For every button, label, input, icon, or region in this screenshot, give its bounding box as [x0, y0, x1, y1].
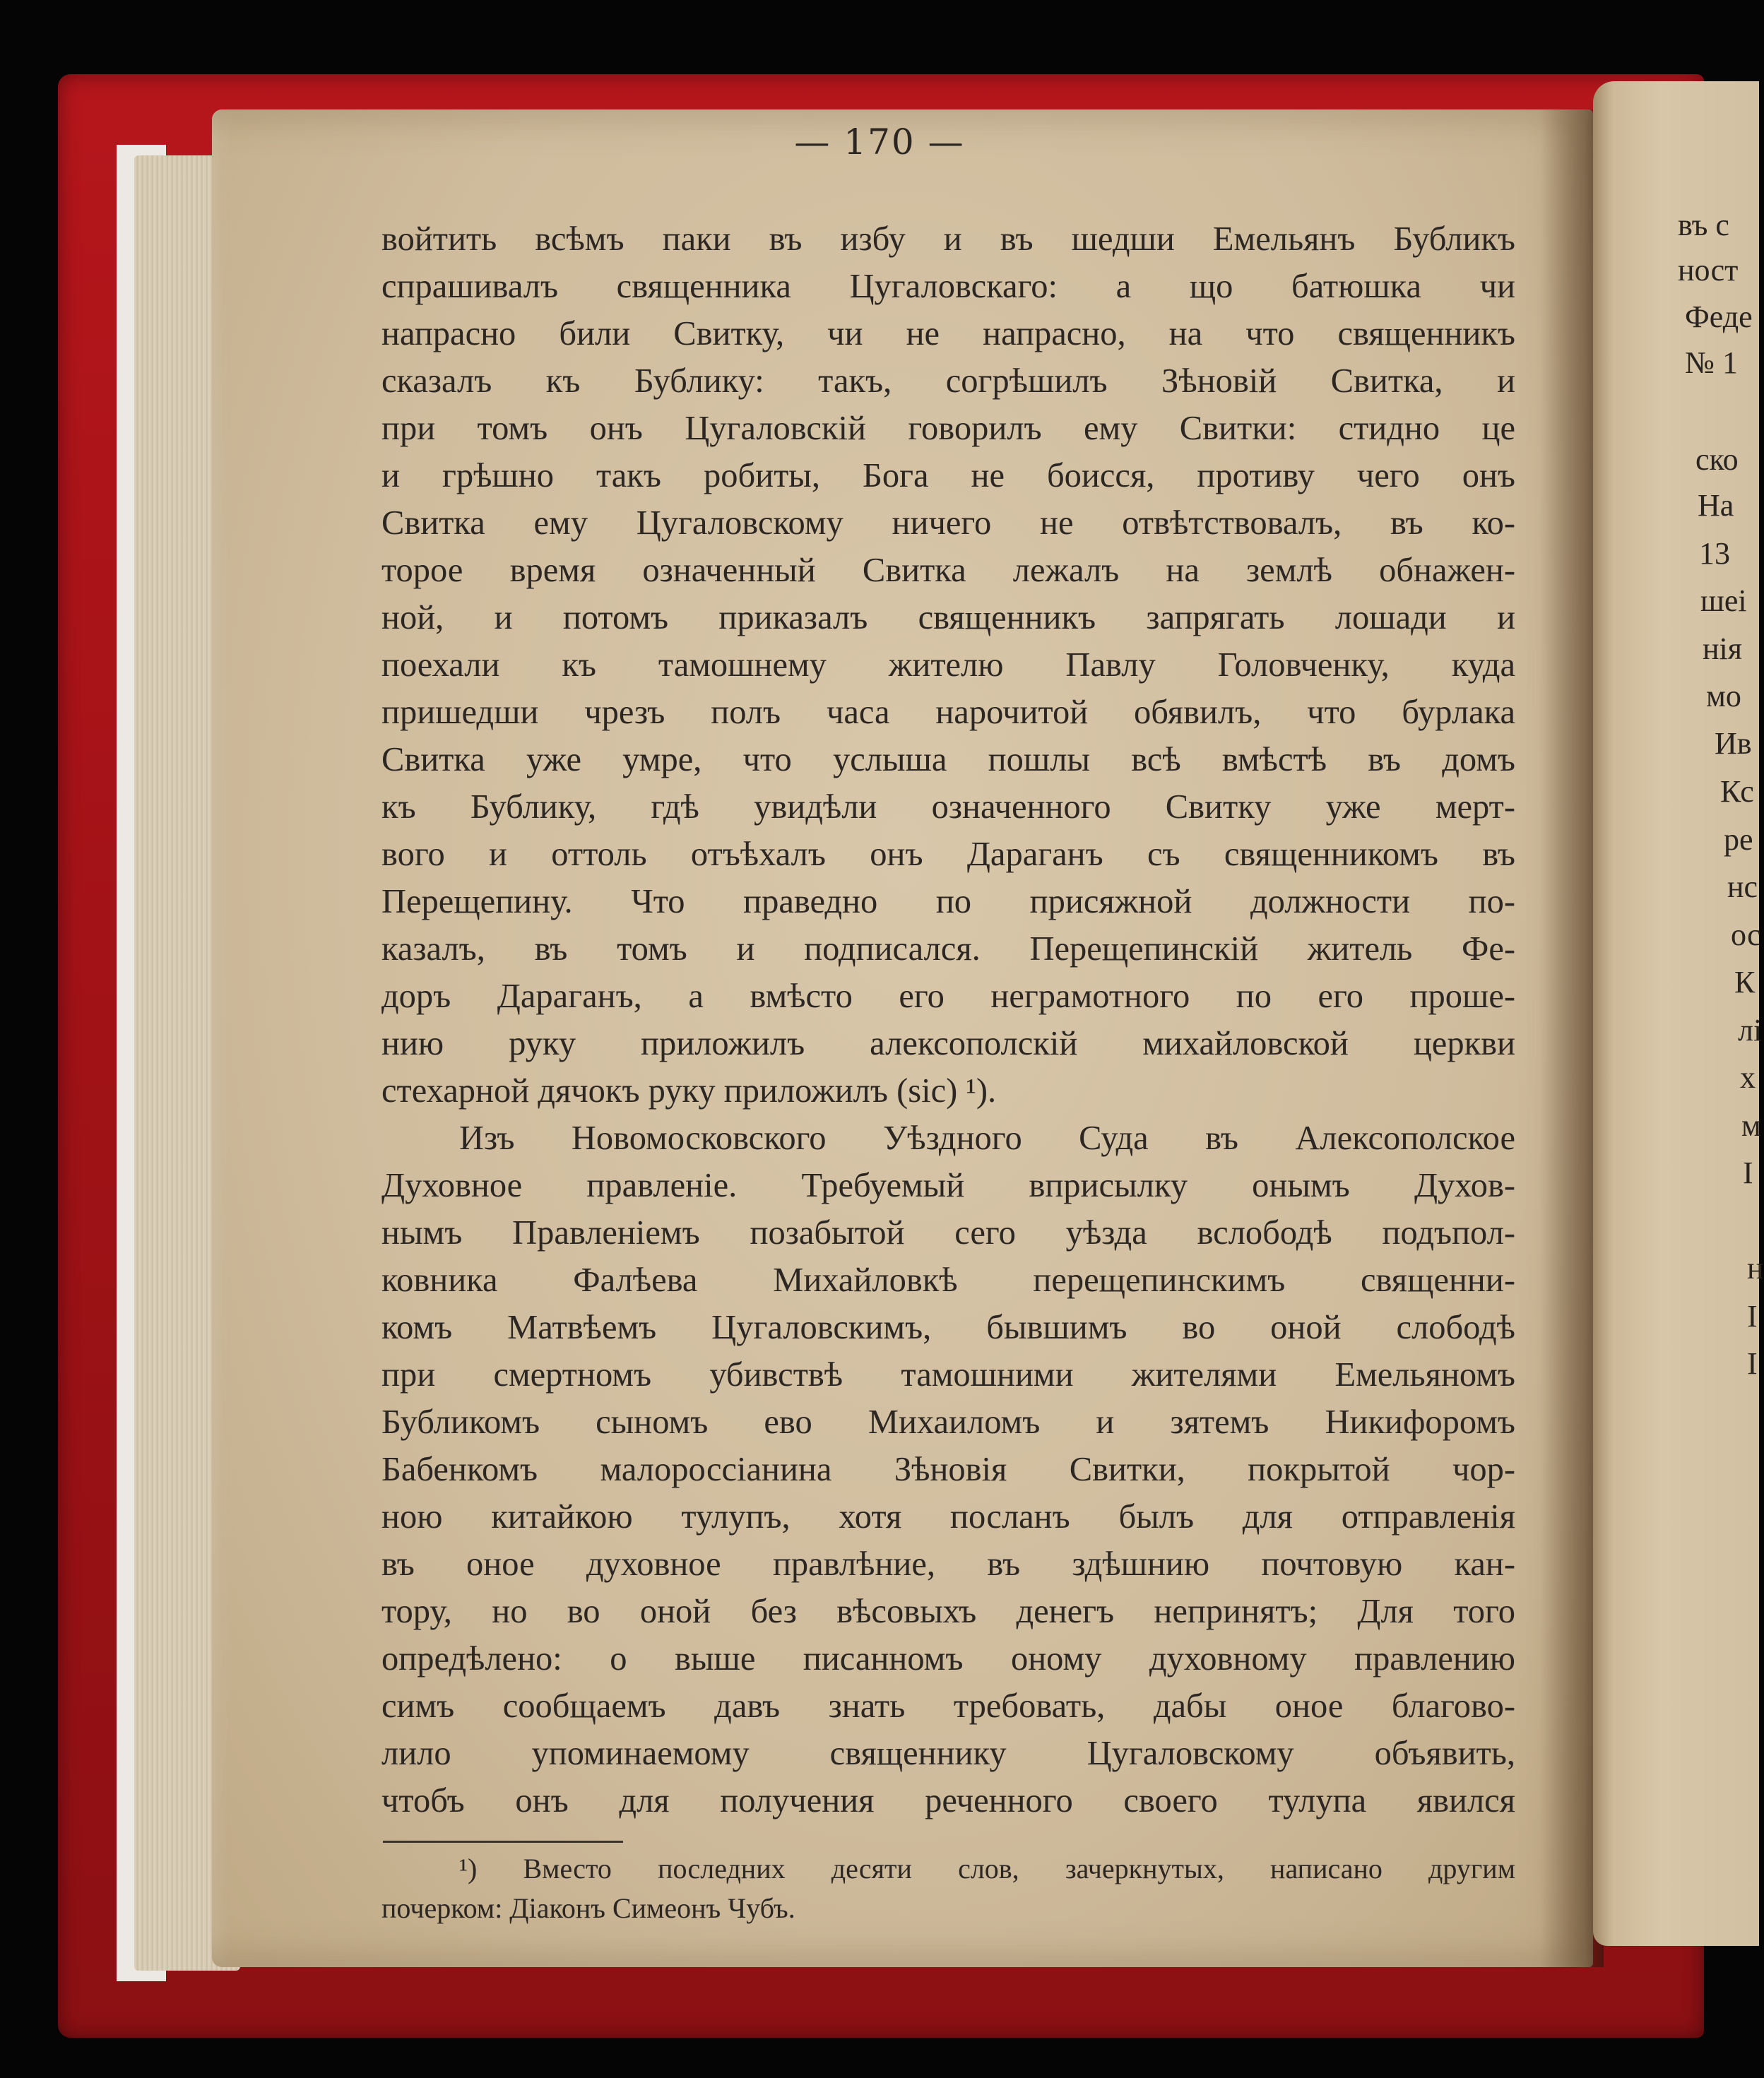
right-page-fragment: 13: [1699, 536, 1730, 571]
text-line: пришедши чрезъ полъ часа нарочитой обявилъ, что бурлака: [381, 694, 1515, 731]
right-page-fragment: мо: [1706, 679, 1741, 713]
text-line: Свитка ему Цугаловскому ничего не отвѣтствовалъ, въ ко-: [381, 504, 1515, 542]
text-line: Бабенкомъ малороссіанина Зѣновія Свитки, покрытой чор-: [381, 1451, 1515, 1488]
text-line: Бубликомъ сыномъ ево Михаиломъ и зятемъ Никифоромъ: [381, 1403, 1515, 1441]
text-line: симъ сообщаемъ давъ знать требовать, дабы оное благово-: [381, 1687, 1515, 1725]
text-line: войтить всѣмъ паки въ избу и въ шедши Емельянъ Бубликъ: [381, 220, 1515, 258]
text-line: казалъ, въ томъ и подписался. Перещепинскій житель Фе-: [381, 930, 1515, 968]
right-page-fragment: нія: [1703, 631, 1743, 666]
right-page-fragment: нс: [1727, 869, 1758, 904]
text-line: и грѣшно такъ робиты, Бога не боисся, противу чего онъ: [381, 457, 1515, 494]
body-text: [381, 215, 1515, 1824]
right-page-fragment: шеі: [1700, 583, 1747, 618]
right-page-fragment: Кс: [1720, 774, 1754, 809]
text-line: Свитка уже умре, что услыша пошлы всѣ вмѣстѣ въ домъ: [381, 741, 1515, 778]
text-line: ковника Фалѣева Михайловкѣ перещепинскимъ священни-: [381, 1261, 1515, 1299]
right-page-fragment: х: [1740, 1060, 1756, 1095]
text-line: къ Бублику, гдѣ увидѣли означенного Свитку уже мерт-: [381, 788, 1515, 826]
text-line: спрашивалъ священника Цугаловскаго: а що батюшка чи: [381, 268, 1515, 305]
right-page-fragment: ност: [1678, 253, 1739, 287]
text-line: чтобъ онъ для получения реченного своего тулупа явился: [381, 1782, 1515, 1819]
right-page-fragment: Феде: [1685, 299, 1753, 334]
text-line: при томъ онъ Цугаловскій говорилъ ему Свитки: стидно це: [381, 410, 1515, 447]
text-line: ною китайкою тулупъ, хотя посланъ былъ для отправленія: [381, 1498, 1515, 1536]
footnote: [381, 1849, 1515, 1928]
text-line: нию руку приложилъ алексополскій михайловской церкви: [381, 1025, 1515, 1062]
right-page-fragment: ре: [1724, 822, 1753, 857]
text-line: въ оное духовное правлѣние, въ здѣшнию почтовую кан-: [381, 1545, 1515, 1583]
text-line: опредѣлено: о выше писанномъ оному духовному правлению: [381, 1640, 1515, 1678]
right-page-fragment: І: [1743, 1156, 1753, 1190]
right-page-fragment: № 1: [1685, 345, 1738, 380]
right-page-fragment: въ с: [1678, 208, 1729, 242]
right-page-fragment: м: [1741, 1108, 1761, 1143]
text-line: ной, и потомъ приказалъ священникъ запрягать лошади и: [381, 599, 1515, 636]
text-line: напрасно били Свитку, чи не напрасно, на что священникъ: [381, 315, 1515, 352]
text-line: стехарной дячокъ руку приложилъ (sic) ¹).: [381, 1072, 997, 1110]
text-line: Перещепину. Что праведно по присяжной должности по-: [381, 883, 1515, 920]
right-page-fragment: лі: [1738, 1013, 1763, 1047]
footnote-rule: [383, 1841, 623, 1843]
text-line: доръ Дараганъ, а вмѣсто его неграмотного по его проше-: [381, 978, 1515, 1015]
text-line: сказалъ къ Бублику: такъ, согрѣшилъ Зѣновій Свитка, и: [381, 362, 1515, 400]
right-page-fragment: ос: [1731, 918, 1761, 952]
right-page-fragment: На: [1698, 488, 1734, 523]
page-number: — 170 —: [794, 121, 965, 162]
right-page-fragment: н: [1747, 1251, 1764, 1286]
text-line: комъ Матвѣемъ Цугаловскимъ, бывшимъ во оной слободѣ: [381, 1309, 1515, 1346]
right-page-fragment: ско: [1695, 442, 1739, 477]
text-line: вого и оттоль отъѣхалъ онъ Дараганъ съ священникомъ въ: [381, 836, 1515, 873]
right-page-fragment: І: [1747, 1346, 1758, 1381]
right-page-fragment: Ив: [1715, 726, 1752, 761]
text-line: Духовное правленіе. Требуемый вприсылку онымъ Духов-: [381, 1167, 1515, 1204]
text-line: поехали къ тамошнему жителю Павлу Головченку, куда: [381, 646, 1515, 684]
footnote-line: ¹) Вместо последних десяти слов, зачеркнутых, написано другим: [459, 1853, 1515, 1884]
text-line: лило упоминаемому священнику Цугаловскому объявить,: [381, 1735, 1515, 1772]
text-line: нымъ Правленіемъ позабытой сего уѣзда вслободѣ подъпол-: [381, 1214, 1515, 1252]
text-line: Изъ Новомосковского Уѣздного Суда въ Алексополское: [459, 1120, 1515, 1157]
footnote-line: почерком: Діаконъ Симеонъ Чубъ.: [381, 1892, 795, 1924]
text-line: торое время означенный Свитка лежалъ на землѣ обнажен-: [381, 552, 1515, 589]
right-page-fragment: І: [1747, 1299, 1758, 1334]
right-page-fragment: К: [1734, 965, 1756, 999]
right-page: [1593, 81, 1764, 1946]
text-line: тору, но во оной без вѣсовыхъ денегъ непринятъ; Для того: [381, 1593, 1515, 1630]
text-line: при смертномъ убивствѣ тамошними жителями Емельяномъ: [381, 1356, 1515, 1394]
